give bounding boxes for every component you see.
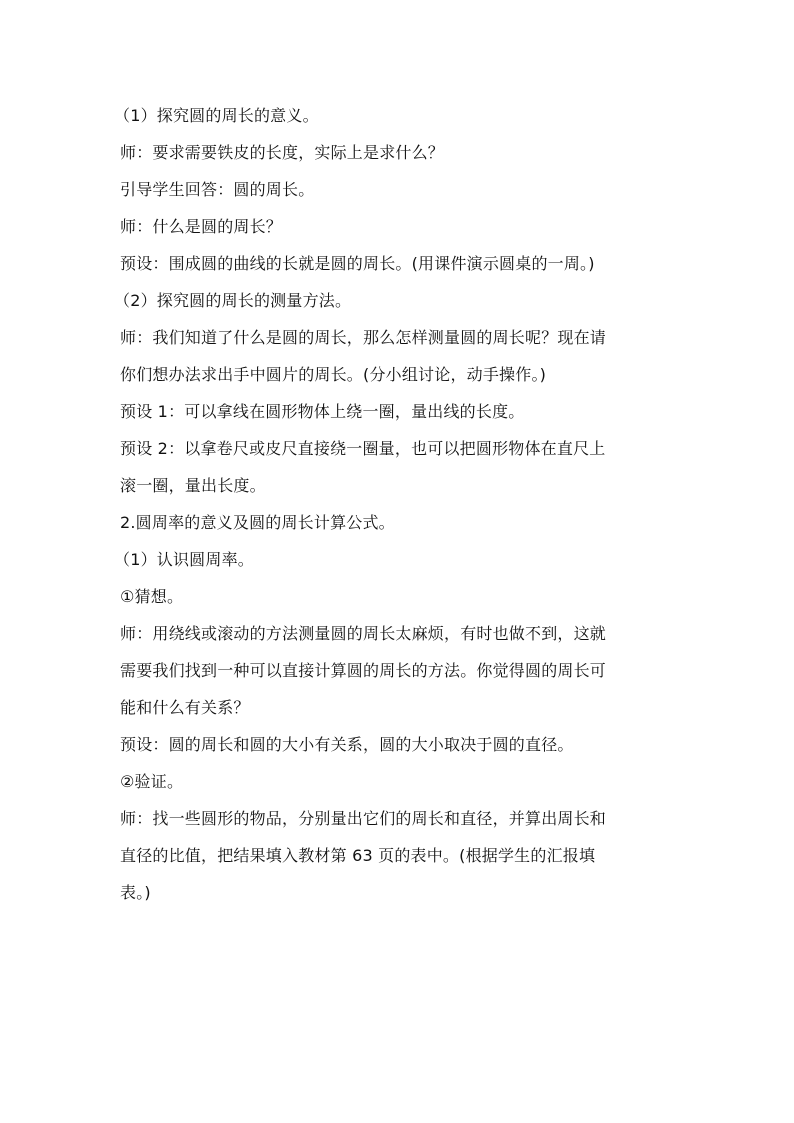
step-heading-verify: ②验证。 (120, 772, 184, 791)
paragraph-line: 你们想办法求出手中圆片的周长。(分小组讨论，动手操作。) (120, 365, 547, 384)
paragraph-line: 预设：围成圆的曲线的长就是圆的周长。(用课件演示圆桌的一周。) (120, 254, 595, 273)
paragraph-line: 需要我们找到一种可以直接计算圆的周长的方法。你觉得圆的周长可 (120, 661, 607, 680)
paragraph-line: 师：什么是圆的周长？ (120, 217, 283, 236)
step-heading-guess: ①猜想。 (120, 587, 184, 606)
paragraph-line: 预设 1：可以拿线在圆形物体上绕一圈，量出线的长度。 (120, 402, 525, 421)
paragraph-line: 师：我们知道了什么是圆的周长，那么怎样测量圆的周长呢？现在请 (120, 328, 607, 347)
paragraph-line: 师：找一些圆形的物品，分别量出它们的周长和直径，并算出周长和 (120, 809, 607, 828)
document-body (114, 97, 680, 911)
paragraph-line: 引导学生回答：圆的周长。 (120, 180, 315, 199)
paragraph-line: 预设：圆的周长和圆的大小有关系，圆的大小取决于圆的直径。 (120, 735, 574, 754)
subsection-heading-1: （1）探究圆的周长的意义。 (114, 106, 319, 125)
subsection-heading-2: （2）探究圆的周长的测量方法。 (114, 291, 352, 310)
paragraph-line: 滚一圈，量出长度。 (120, 476, 266, 495)
paragraph-line: 预设 2：以拿卷尺或皮尺直接绕一圈量，也可以把圆形物体在直尺上 (120, 439, 606, 458)
section-heading-2: 2.圆周率的意义及圆的周长计算公式。 (120, 513, 395, 532)
paragraph-line: 能和什么有关系？ (120, 698, 250, 717)
subsection-heading-3: （1）认识圆周率。 (114, 550, 254, 569)
paragraph-line: 师：用绕线或滚动的方法测量圆的周长太麻烦，有时也做不到，这就 (120, 624, 607, 643)
paragraph-line: 直径的比值，把结果填入教材第 63 页的表中。(根据学生的汇报填 (120, 846, 596, 865)
paragraph-line: 表。) (120, 883, 151, 902)
paragraph-line: 师：要求需要铁皮的长度，实际上是求什么？ (120, 143, 445, 162)
